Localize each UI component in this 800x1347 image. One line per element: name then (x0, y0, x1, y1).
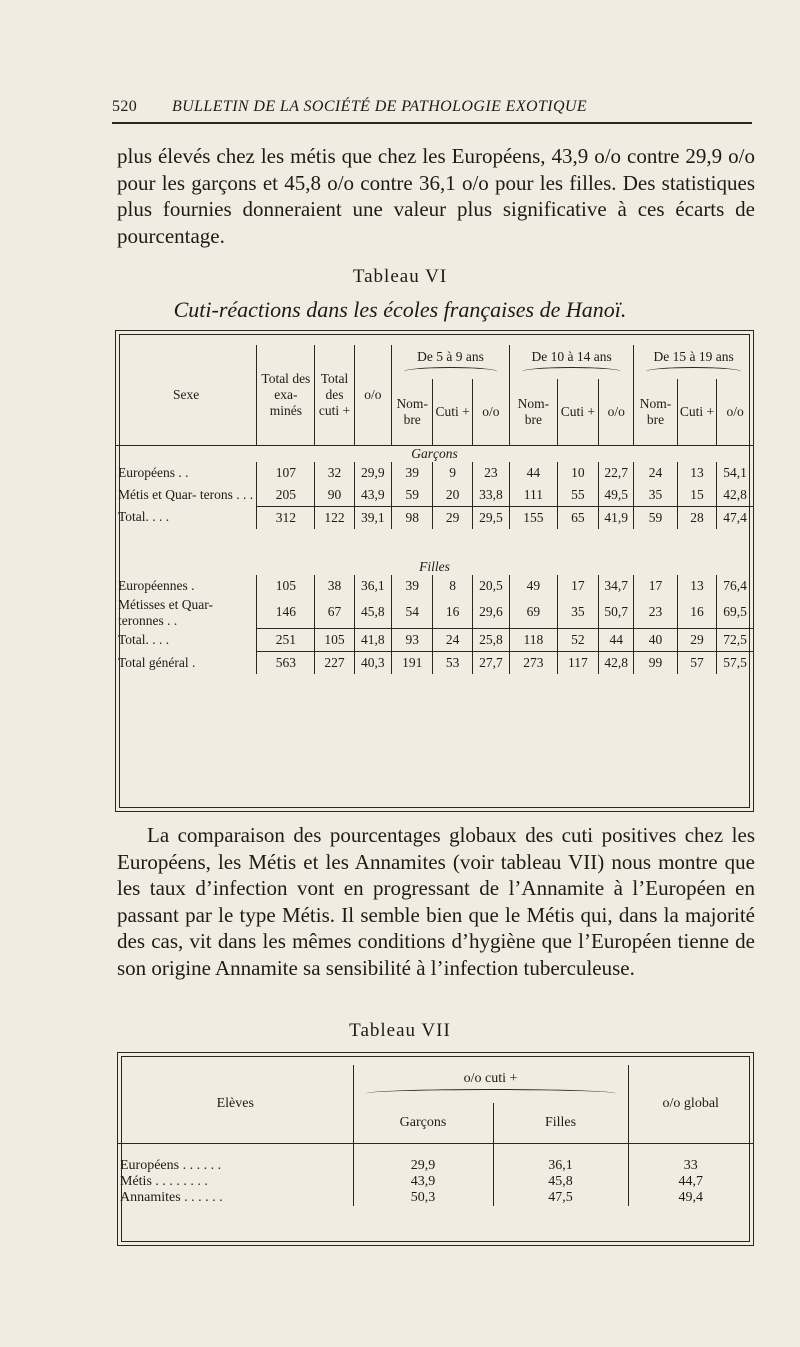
row-label: Annamites . . . . . . (120, 1189, 223, 1205)
table-cell: 41,8 (354, 629, 391, 652)
table-cell: 98 (391, 506, 432, 529)
col-global: o/o global (628, 1065, 753, 1143)
table-cell: 76,4 (717, 575, 753, 597)
table-cell: 10 (557, 462, 598, 484)
table-cell: 22,7 (599, 462, 634, 484)
col-cuti-group (353, 1065, 628, 1103)
table-cell: 40,3 (354, 652, 391, 675)
table-cell: 13 (677, 462, 716, 484)
col-eleves: Elèves (216, 1095, 254, 1111)
running-header (112, 98, 752, 124)
table-cell: 34,7 (599, 575, 634, 597)
table-cell: 99 (634, 652, 678, 675)
table-cell: 36,1 (493, 1143, 628, 1174)
table-cell: 24 (634, 462, 678, 484)
age-group-3-label: De 15 à 19 ans (653, 348, 734, 364)
brace (646, 367, 741, 376)
table-cell: 33 (628, 1143, 753, 1174)
table6-title: Tableau VI (352, 266, 448, 287)
row-label: Européens . . (118, 464, 189, 480)
table-cell: 15 (677, 484, 716, 507)
table-cell: 28 (677, 506, 716, 529)
table-cell: 50,3 (353, 1190, 493, 1206)
brace (522, 367, 621, 376)
row-label: Total. . . . (118, 632, 170, 647)
table-cell: 8 (433, 575, 472, 597)
table-row (118, 1190, 753, 1206)
row-label: Métisses et Quar- teronnes . . (118, 596, 213, 628)
row-label: Européennes . (118, 577, 195, 593)
table6-caption: Cuti-réactions dans les écoles françaises de Hanoï. (173, 297, 627, 322)
page-number: 520 (112, 98, 138, 115)
col-filles: Filles (493, 1103, 628, 1143)
table-cell: 69 (510, 597, 558, 629)
age-group-3 (634, 345, 753, 379)
age-group-1 (391, 345, 509, 379)
table-cell: 69,5 (717, 597, 753, 629)
table-cell: 39,1 (354, 506, 391, 529)
table-cell: 44 (599, 629, 634, 652)
col-cuti: Cuti + (677, 379, 716, 445)
table-cell: 23 (472, 462, 509, 484)
table-cell: 25,8 (472, 629, 509, 652)
table-cell: 54,1 (717, 462, 753, 484)
group-garcons: Garçons (116, 445, 753, 462)
table-cell: 38 (315, 575, 354, 597)
table-cell: 118 (510, 629, 558, 652)
table-cell: 90 (315, 484, 354, 507)
col-pct: o/o (472, 379, 509, 445)
table-cell: 29 (433, 506, 472, 529)
table-cell: 39 (391, 462, 432, 484)
table-cell: 44,7 (628, 1174, 753, 1190)
age-group-2-label: De 10 à 14 ans (531, 348, 612, 364)
row-label: Total. . . . (118, 509, 170, 525)
col-cuti: Cuti + (433, 379, 472, 445)
paragraph-1: plus élevés chez les métis que chez les Européens, 43,9 o/o contre 29,9 o/o pour les garçons et 45,8 o/o contre 36,1 o/o pour les filles. Des statistiques plus fournies donneraient une valeur plus significative à ces écarts de pourcentage. (117, 144, 755, 248)
table-cell: 13 (677, 575, 716, 597)
table-cell: 49 (510, 575, 558, 597)
col-cuti: Cuti + (557, 379, 598, 445)
table-cell: 41,9 (599, 506, 634, 529)
table-cell: 47,5 (493, 1190, 628, 1206)
paragraph-2-text: La comparaison des pourcentages globaux des cuti positives chez les Européens, les Métis et les Annamites (voir tableau VII) nous montre que les taux d’infection vont en progressant de l’Annamite à l’Européen en passant par le type Métis. Il semble bien que le Métis qui, dans la majorité des cas, vit dans les mêmes conditions d’hygiène que l’Européen tienne de son origine Annamite sa sensibilité à l’infection tuberculeuse. (117, 823, 755, 980)
table-cell: 55 (557, 484, 598, 507)
age-group-2 (510, 345, 634, 379)
table-cell: 205 (257, 484, 315, 507)
table-cell: 45,8 (354, 597, 391, 629)
table-cell: 273 (510, 652, 558, 675)
row-label: Total général . (118, 654, 196, 670)
table-cell: 43,9 (353, 1174, 493, 1190)
table-cell: 563 (257, 652, 315, 675)
table-cell: 122 (315, 506, 354, 529)
table-cell: 49,4 (628, 1190, 753, 1206)
table-cell: 155 (510, 506, 558, 529)
table-row (116, 629, 753, 652)
table-cell: 191 (391, 652, 432, 675)
table-cell: 44 (510, 462, 558, 484)
table-cell: 32 (315, 462, 354, 484)
col-pct: o/o (599, 379, 634, 445)
col-sexe: Sexe (173, 386, 200, 402)
table7 (117, 1052, 754, 1246)
paragraph-2 (117, 822, 755, 981)
brace (404, 367, 497, 376)
table-cell: 52 (557, 629, 598, 652)
row-label: Métis et Quar- terons . . . (118, 486, 254, 502)
table-cell: 117 (557, 652, 598, 675)
table-cell: 29,9 (354, 462, 391, 484)
table-cell: 59 (634, 506, 678, 529)
table-row (116, 597, 753, 629)
table-cell: 20,5 (472, 575, 509, 597)
table-cell: 42,8 (717, 484, 753, 507)
table-cell: 49,5 (599, 484, 634, 507)
table-row (116, 462, 753, 484)
cuti-label: o/o cuti + (463, 1070, 518, 1086)
table-cell: 36,1 (354, 575, 391, 597)
table-cell: 16 (677, 597, 716, 629)
journal-title: BULLETIN DE LA SOCIÉTÉ DE PATHOLOGIE EXOTIQUE (172, 98, 588, 115)
table-cell: 47,4 (717, 506, 753, 529)
table-cell: 227 (315, 652, 354, 675)
table7-grid (118, 1065, 753, 1206)
table-cell: 45,8 (493, 1174, 628, 1190)
col-pct: o/o (354, 345, 391, 445)
table-cell: 59 (391, 484, 432, 507)
table-row (118, 1143, 753, 1174)
table-cell: 107 (257, 462, 315, 484)
table-row (116, 506, 753, 529)
table-cell: 40 (634, 629, 678, 652)
table-cell: 24 (433, 629, 472, 652)
col-total-examines: Total des exa- minés (257, 345, 315, 445)
table-cell: 251 (257, 629, 315, 652)
table-cell: 27,7 (472, 652, 509, 675)
row-label: Métis . . . . . . . . (120, 1173, 208, 1189)
table-cell: 54 (391, 597, 432, 629)
age-group-1-label: De 5 à 9 ans (417, 348, 484, 364)
table6-grid (116, 345, 753, 674)
table7-title: Tableau VII (349, 1020, 451, 1041)
col-nombre: Nom- bre (391, 379, 432, 445)
col-total-cuti: Total des cuti + (315, 345, 354, 445)
table-row (116, 575, 753, 597)
table-cell: 35 (634, 484, 678, 507)
table-cell: 50,7 (599, 597, 634, 629)
table-row (118, 1174, 753, 1190)
table-cell: 57,5 (717, 652, 753, 675)
table-cell: 146 (257, 597, 315, 629)
table-cell: 39 (391, 575, 432, 597)
table-cell: 65 (557, 506, 598, 529)
table-cell: 29,5 (472, 506, 509, 529)
table-row (116, 652, 753, 675)
table-cell: 29,9 (353, 1143, 493, 1174)
table-cell: 9 (433, 462, 472, 484)
col-nombre: Nom- bre (634, 379, 678, 445)
table-cell: 17 (557, 575, 598, 597)
table-cell: 72,5 (717, 629, 753, 652)
brace (366, 1089, 616, 1098)
table-cell: 23 (634, 597, 678, 629)
table-cell: 53 (433, 652, 472, 675)
table-cell: 42,8 (599, 652, 634, 675)
table-cell: 57 (677, 652, 716, 675)
table-cell: 105 (257, 575, 315, 597)
table-cell: 29,6 (472, 597, 509, 629)
table-cell: 93 (391, 629, 432, 652)
table-cell: 111 (510, 484, 558, 507)
table-cell: 16 (433, 597, 472, 629)
table-cell: 20 (433, 484, 472, 507)
row-label: Européens . . . . . . (118, 1143, 353, 1174)
col-nombre: Nom- bre (510, 379, 558, 445)
col-pct: o/o (717, 379, 753, 445)
table-row (116, 484, 753, 507)
table-cell: 312 (257, 506, 315, 529)
table-cell: 35 (557, 597, 598, 629)
table-cell: 67 (315, 597, 354, 629)
table-cell: 17 (634, 575, 678, 597)
group-filles: Filles (419, 558, 450, 574)
col-garcons: Garçons (353, 1103, 493, 1143)
table-cell: 105 (315, 629, 354, 652)
table-cell: 43,9 (354, 484, 391, 507)
table6 (115, 330, 754, 812)
table-cell: 29 (677, 629, 716, 652)
table-cell: 33,8 (472, 484, 509, 507)
